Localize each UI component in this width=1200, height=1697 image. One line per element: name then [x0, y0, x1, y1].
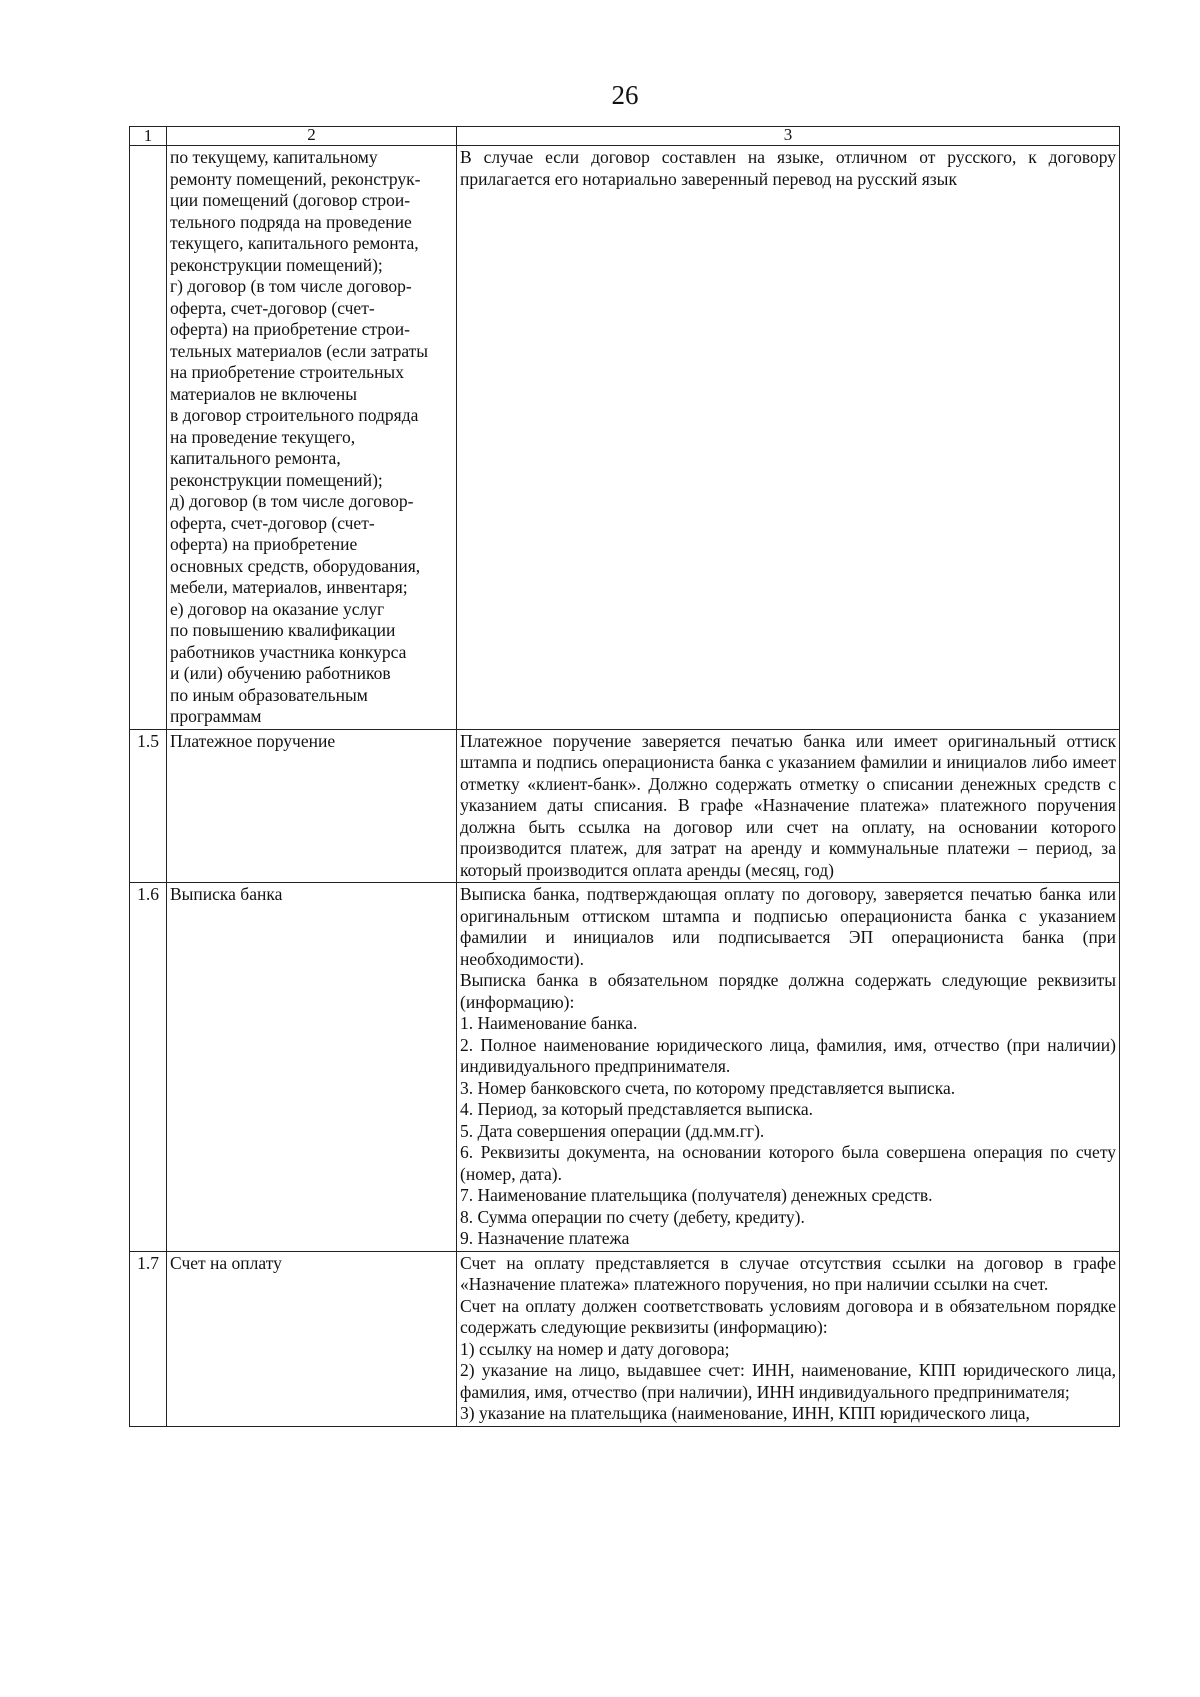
requirement-paragraph: 1) ссылку на номер и дату договора;: [460, 1338, 730, 1359]
requirement-paragraph: В случае если договор составлен на языке, отличном от русского, к договору прилагается его нотариально заверенный перевод на русский язык: [460, 147, 1116, 189]
requirement-paragraph: 3. Номер банковского счета, по которому представляется выписка.: [460, 1077, 956, 1098]
row-name-line: оферта, счет-договор (счет-: [170, 512, 375, 533]
requirement-paragraph: 4. Период, за который представляется выписка.: [460, 1099, 814, 1119]
row-name-line: материалов не включены: [170, 383, 357, 404]
row-name-line: по повышению квалификации: [170, 620, 396, 640]
row-name-line: на приобретение строительных: [170, 362, 404, 382]
header-col-2: 2: [167, 127, 457, 146]
row-requirements-cell: [457, 729, 1120, 883]
row-name-line: ции помещений (договор строи-: [170, 190, 411, 210]
row-name-line: по текущему, капитальному: [170, 147, 378, 167]
row-name-line: работников участника конкурса: [170, 641, 407, 662]
row-name-line: реконструкции помещений);: [170, 254, 383, 275]
row-name-line: оферта, счет-договор (счет-: [170, 297, 375, 318]
requirement-paragraph: Выписка банка в обязательном порядке должна содержать следующие реквизиты (информацию):: [460, 970, 1116, 1012]
requirement-paragraph: Выписка банка, подтверждающая оплату по договору, заверяется печатью банка или оригинальным оттиском штампа и подписью операциониста банка с указанием фамилии и инициалов или подписывается ЭП операциониста банка (при необходимости).: [460, 884, 1116, 969]
header-col-1: 1: [130, 127, 167, 146]
document-table: [129, 126, 1120, 1427]
requirement-paragraph: 9. Назначение платежа: [460, 1228, 630, 1248]
requirement-paragraph: 8. Сумма операции по счету (дебету, кредиту).: [460, 1206, 805, 1227]
row-requirements-cell: [457, 146, 1120, 730]
table-row-1-6: [130, 883, 1120, 1252]
row-name-line: на проведение текущего,: [170, 426, 356, 447]
row-name-line: оферта) на приобретение: [170, 534, 358, 554]
page-number: 26: [611, 80, 639, 110]
row-name-line: ремонту помещений, реконструк-: [170, 168, 421, 189]
requirement-paragraph: 2) указание на лицо, выдавшее счет: ИНН, наименование, КПП юридического лица, фамилия, имя, отчество (при наличии), ИНН индивидуального предпринимателя;: [460, 1360, 1116, 1402]
row-number: 1.6: [130, 883, 167, 1252]
row-name-line: е) договор на оказание услуг: [170, 598, 385, 619]
row-name-line: мебели, материалов, инвентаря;: [170, 577, 408, 597]
row-name-cell: Выписка банка: [167, 883, 457, 1252]
header-col-3: 3: [457, 127, 1120, 146]
row-name-line: тельного подряда на проведение: [170, 211, 412, 232]
table-row-1-7: [130, 1251, 1120, 1426]
row-name-line: тельных материалов (если затраты: [170, 340, 429, 361]
table-header-row: [130, 127, 1120, 146]
row-requirements-cell: [457, 883, 1120, 1252]
row-name-line: в договор строительного подряда: [170, 405, 419, 425]
row-name-line: текущего, капитального ремонта,: [170, 233, 419, 253]
row-name-line: основных средств, оборудования,: [170, 555, 421, 576]
table-row-1-5: [130, 729, 1120, 883]
requirement-paragraph: Счет на оплату представляется в случае отсутствия ссылки на договор в графе «Назначение платежа» платежного поручения, но при наличии ссылки на счет.: [460, 1252, 1116, 1294]
requirement-paragraph: Платежное поручение заверяется печатью банка или имеет оригинальный оттиск штампа и подпись операциониста банка с указанием фамилии и инициалов либо имеет отметку «клиент-банк». Должно содержать отметку о списании денежных средств с указанием даты списания. В графе «Назначение платежа» платежного поручения должна быть ссылка на договор или счет на оплату, на основании которого производится платеж, для затрат на аренду и коммунальные платежи – период, за который производится оплата аренды (месяц, год): [460, 730, 1116, 880]
requirement-paragraph: 1. Наименование банка.: [460, 1013, 638, 1033]
row-name-line: реконструкции помещений);: [170, 469, 383, 490]
row-name-line: и (или) обучению работников: [170, 663, 391, 683]
row-requirements-cell: [457, 1251, 1120, 1426]
row-name-line: капитального ремонта,: [170, 448, 341, 468]
table-row-continuation: [130, 146, 1120, 730]
row-name-cell: [167, 146, 457, 730]
row-name-line: г) договор (в том числе договор-: [170, 276, 412, 296]
requirement-paragraph: 3) указание на плательщика (наименование, ИНН, КПП юридического лица,: [460, 1403, 1030, 1423]
row-name-line: по иным образовательным: [170, 684, 368, 705]
row-number: 1.5: [130, 729, 167, 883]
requirement-paragraph: 7. Наименование плательщика (получателя) денежных средств.: [460, 1185, 933, 1205]
requirement-paragraph: 2. Полное наименование юридического лица, фамилия, имя, отчество (при наличии) индивидуального предпринимателя.: [460, 1034, 1116, 1076]
row-name-cell: Платежное поручение: [167, 729, 457, 883]
row-name-line: д) договор (в том числе договор-: [170, 491, 414, 511]
row-number: [130, 146, 167, 730]
row-name-line: оферта) на приобретение строи-: [170, 319, 410, 339]
row-name-cell: Счет на оплату: [167, 1251, 457, 1426]
row-number: 1.7: [130, 1251, 167, 1426]
requirement-paragraph: Счет на оплату должен соответствовать условиям договора и в обязательном порядке содержать следующие реквизиты (информацию):: [460, 1295, 1116, 1337]
requirement-paragraph: 6. Реквизиты документа, на основании которого была совершена операция по счету (номер, дата).: [460, 1142, 1116, 1184]
requirement-paragraph: 5. Дата совершения операции (дд.мм.гг).: [460, 1120, 765, 1141]
row-name-line: программам: [170, 706, 262, 726]
